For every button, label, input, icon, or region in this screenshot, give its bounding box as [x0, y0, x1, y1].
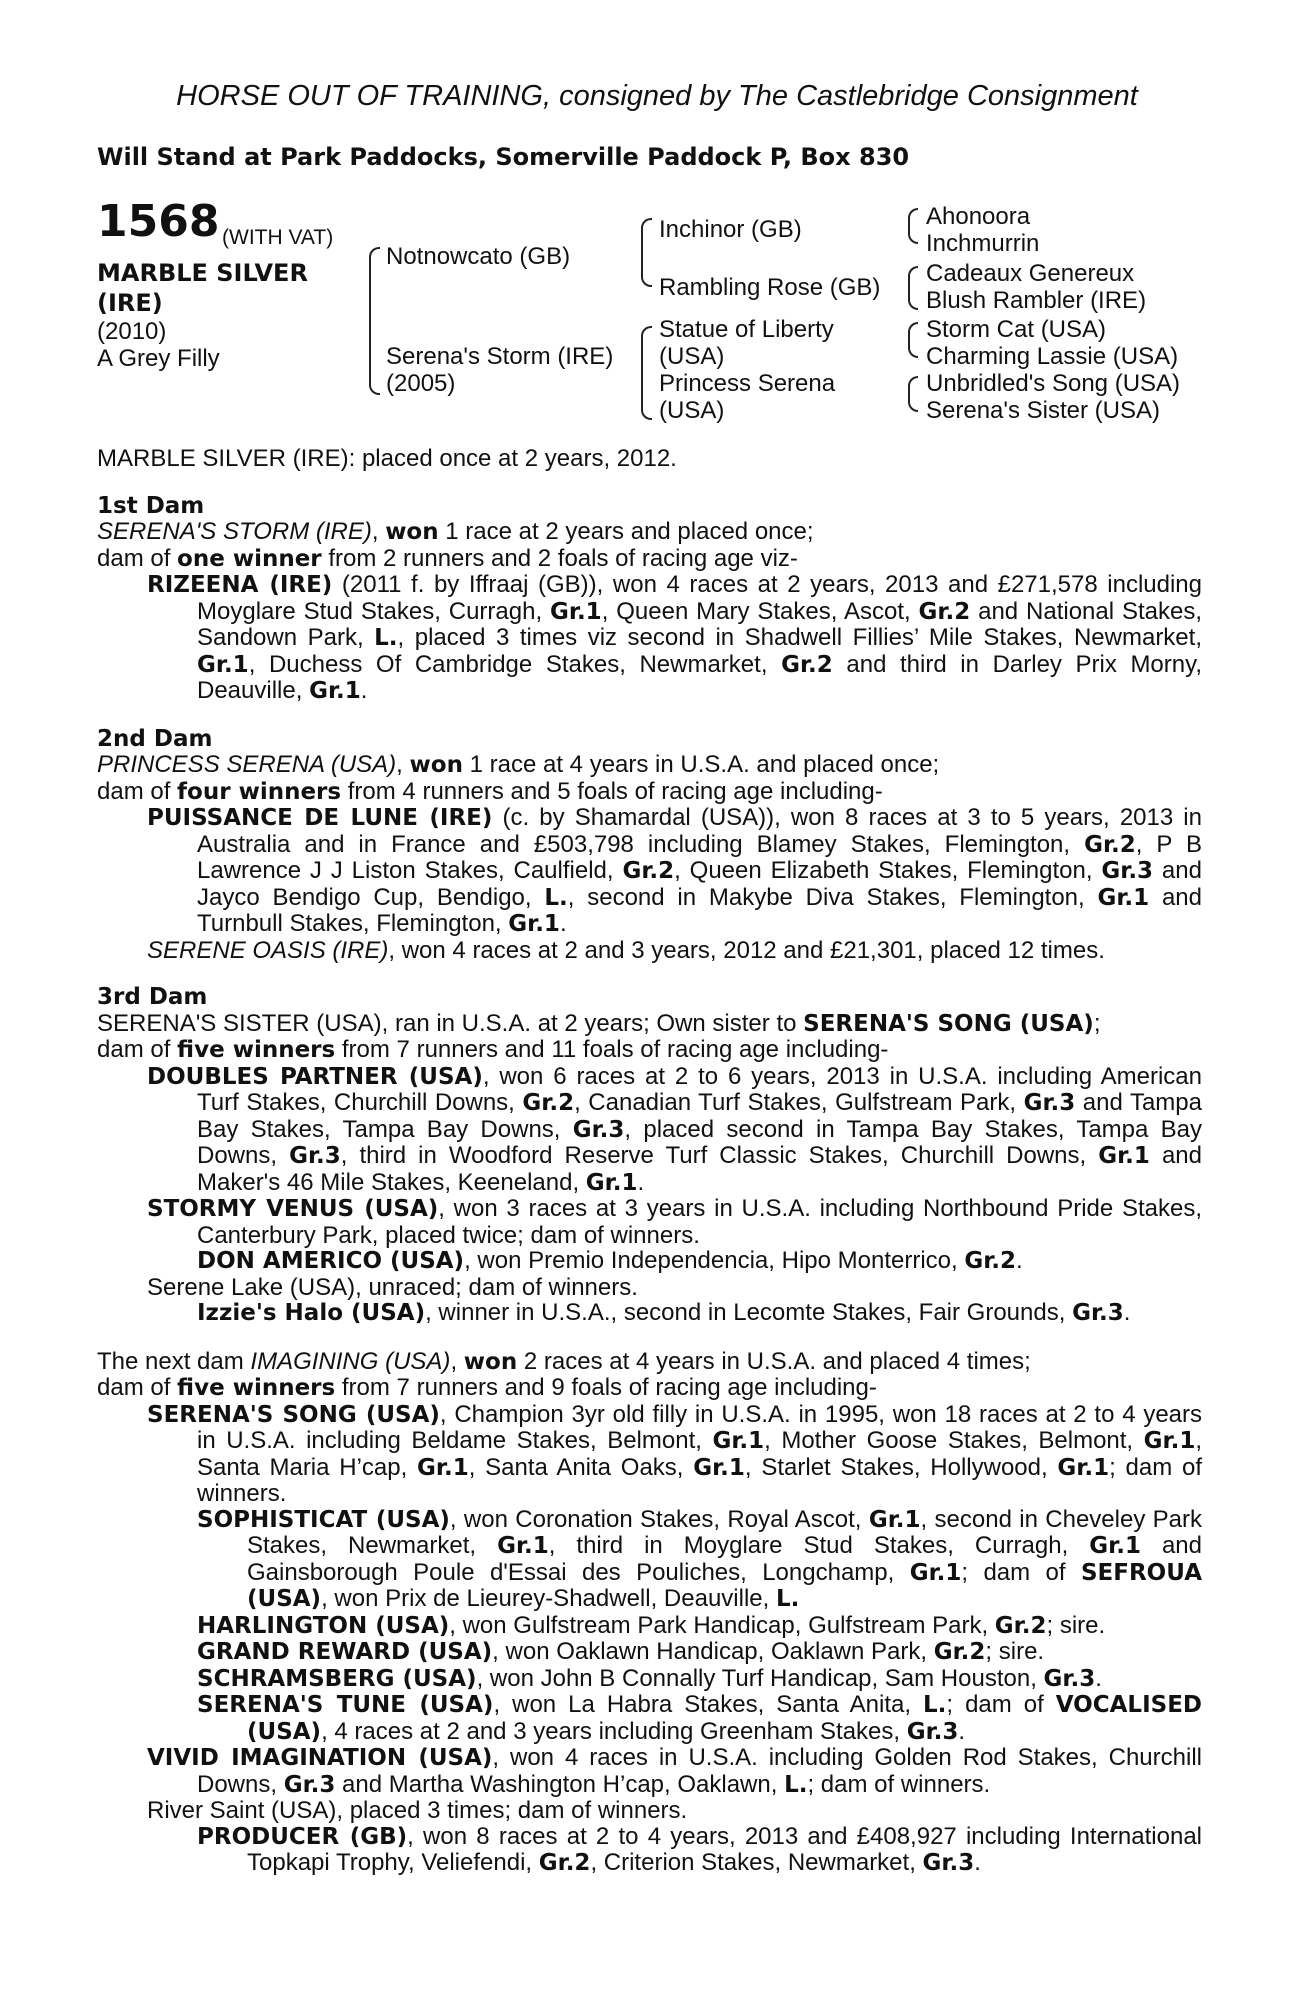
- page-header: HORSE OUT OF TRAINING, consigned by The Castlebridge Consignment: [176, 80, 1138, 112]
- pedigree-dam-line1: Serena's Storm (IRE): [386, 343, 614, 370]
- gp-bracket-1: [908, 208, 918, 244]
- pedigree-ss-dam: Inchmurrin: [926, 230, 1040, 257]
- progeny-serenas-song: SERENA'S SONG (USA), Champion 3yr old filly in U.S.A. in 1995, won 18 races at 2 to 4 years in U.S.A. including Beldame Stakes, Belmont, Gr.1, Mother Goose Stakes, Belmont, Gr.1, Santa Maria H’cap, Gr.1, Santa Anita Oaks, Gr.1, Starlet Stakes, Hollywood, Gr.1; dam of winners.: [147, 1400, 1203, 1507]
- progeny-doubles-partner: DOUBLES PARTNER (USA), won 6 races at 2 to 6 years, 2013 in U.S.A. including American Turf Stakes, Churchill Downs, Gr.2, Canadian Turf Stakes, Gulfstream Park, Gr.3 and Tampa Bay Stakes, Tampa Bay Downs, Gr.3, placed second in Tampa Bay Stakes, Tampa Bay Downs, Gr.3, third in Woodford Reserve Turf Classic Stakes, Churchill Downs, Gr.1 and Maker's 46 Mile Stakes, Keeneland, Gr.1.: [147, 1062, 1202, 1196]
- pedigree-sd-sire: Cadeaux Genereux: [926, 260, 1135, 287]
- progeny-harlington: HARLINGTON (USA), won Gulfstream Park Handicap, Gulfstream Park, Gr.2; sire.: [197, 1611, 1106, 1639]
- first-dam-line2: dam of one winner from 2 runners and 2 foals of racing age viz-: [97, 544, 798, 572]
- horse-description: A Grey Filly: [97, 345, 220, 372]
- stand-location: Will Stand at Park Paddocks, Somerville Paddock P, Box 830: [97, 143, 910, 171]
- sire-parents-bracket: [641, 218, 652, 287]
- second-dam-title: 2nd Dam: [97, 725, 213, 752]
- pedigree-dam-line2: (2005): [386, 370, 456, 397]
- catalogue-body: [97, 446, 1202, 1877]
- next-dam-line2: dam of five winners from 7 runners and 9 foals of racing age including-: [97, 1374, 877, 1401]
- progeny-serene-lake: Serene Lake (USA), unraced; dam of winners.: [147, 1273, 638, 1301]
- pedigree-ds-dam: Charming Lassie (USA): [926, 343, 1179, 370]
- pedigree-dd-sire: Unbridled's Song (USA): [926, 370, 1181, 397]
- gp-bracket-4: [908, 376, 918, 412]
- next-dam-line1: The next dam IMAGINING (USA), won 2 races at 4 years in U.S.A. and placed 4 times;: [97, 1347, 1031, 1375]
- pedigree-dam-dam-line2: (USA): [659, 397, 725, 424]
- progeny-sophisticat: SOPHISTICAT (USA), won Coronation Stakes, Royal Ascot, Gr.1, second in Cheveley Park Stakes, Newmarket, Gr.1, third in Moyglare Stud Stakes, Curragh, Gr.1 and Gainsborough Poule d'Essai des Pouliches, Longchamp, Gr.1; dam of SEFROUA (USA), won Prix de Lieurey-Shadwell, Deauville, L.: [197, 1505, 1203, 1612]
- progeny-rizeena: RIZEENA (IRE) (2011 f. by Iffraaj (GB)), won 4 races at 2 years, 2013 and £271,578 including Moyglare Stud Stakes, Curragh, Gr.1, Queen Mary Stakes, Ascot, Gr.2 and National Stakes, Sandown Park, L., placed 3 times viz second in Shadwell Fillies’ Mile Stakes, Newmarket, Gr.1, Duchess Of Cambridge Stakes, Newmarket, Gr.2 and third in Darley Prix Morny, Deauville, Gr.1.: [147, 571, 1203, 704]
- progeny-producer: PRODUCER (GB), won 8 races at 2 to 4 years, 2013 and £408,927 including International Topkapi Trophy, Veliefendi, Gr.2, Criterion Stakes, Newmarket, Gr.3.: [197, 1822, 1202, 1876]
- dam-parents-bracket: [641, 326, 652, 420]
- pedigree-ds-sire: Storm Cat (USA): [926, 316, 1107, 343]
- pedigree-dd-dam: Serena's Sister (USA): [926, 397, 1160, 424]
- first-dam-line1: SERENA'S STORM (IRE), won 1 race at 2 years and placed once;: [97, 518, 814, 545]
- progeny-grand-reward: GRAND REWARD (USA), won Oaklawn Handicap, Oaklawn Park, Gr.2; sire.: [197, 1638, 1045, 1665]
- progeny-serene-oasis: SERENE OASIS (IRE), won 4 races at 2 and 3 years, 2012 and £21,301, placed 12 times.: [147, 936, 1105, 964]
- gp-bracket-3: [908, 322, 918, 358]
- progeny-don-americo: DON AMERICO (USA), won Premio Independencia, Hipo Monterrico, Gr.2.: [197, 1247, 1023, 1274]
- progeny-izzies-halo: Izzie's Halo (USA), winner in U.S.A., second in Lecomte Stakes, Fair Grounds, Gr.3.: [197, 1299, 1131, 1326]
- horse-name-line1: MARBLE SILVER: [97, 259, 308, 287]
- race-summary: MARBLE SILVER (IRE): placed once at 2 years, 2012.: [97, 445, 677, 472]
- dam-name: SERENA'S STORM (IRE): [97, 518, 372, 545]
- lot-number: 1568: [97, 196, 220, 247]
- horse-name-line2: (IRE): [97, 289, 163, 317]
- progeny-schramsberg: SCHRAMSBERG (USA), won John B Connally Turf Handicap, Sam Houston, Gr.3.: [197, 1664, 1102, 1692]
- pedigree-dam-sire-line1: Statue of Liberty: [659, 316, 834, 343]
- sire-dam-bracket: [369, 247, 380, 395]
- pedigree-sd-dam: Blush Rambler (IRE): [926, 287, 1147, 314]
- progeny-puissance-de-lune: PUISSANCE DE LUNE (IRE) (c. by Shamardal (USA)), won 8 races at 3 to 5 years, 2013 in Australia and in France and £503,798 including Blamey Stakes, Flemington, Gr.2, P B Lawrence J J Liston Stakes, Caulfield, Gr.2, Queen Elizabeth Stakes, Flemington, Gr.3 and Jayco Bendigo Cup, Bendigo, L., second in Makybe Diva Stakes, Flemington, Gr.1 and Turnbull Stakes, Flemington, Gr.1.: [147, 804, 1203, 937]
- second-dam-line2: dam of four winners from 4 runners and 5 foals of racing age including-: [97, 777, 883, 805]
- third-dam-line2: dam of five winners from 7 runners and 11 foals of racing age including-: [97, 1036, 889, 1063]
- pedigree-dam-dam-line1: Princess Serena: [659, 370, 836, 397]
- pedigree-sire-dam: Rambling Rose (GB): [659, 274, 881, 301]
- progeny-serenas-tune: SERENA'S TUNE (USA), won La Habra Stakes, Santa Anita, L.; dam of VOCALISED (USA), 4 races at 2 and 3 years including Greenham Stakes, Gr.3.: [197, 1691, 1202, 1745]
- pedigree-sire-sire: Inchinor (GB): [659, 216, 802, 243]
- progeny-river-saint: River Saint (USA), placed 3 times; dam of winners.: [147, 1797, 688, 1824]
- gp-bracket-2: [908, 266, 918, 310]
- progeny-vivid-imagination: VIVID IMAGINATION (USA), won 4 races in U.S.A. including Golden Rod Stakes, Churchill Downs, Gr.3 and Martha Washington H’cap, Oaklawn, L.; dam of winners.: [147, 1744, 1202, 1798]
- progeny-stormy-venus: STORMY VENUS (USA), won 3 races at 3 years in U.S.A. including Northbound Pride Stakes, Canterbury Park, placed twice; dam of winners.: [147, 1195, 1203, 1249]
- horse-name: [97, 258, 357, 318]
- first-dam-title: 1st Dam: [97, 492, 205, 519]
- third-dam-title: 3rd Dam: [97, 984, 208, 1010]
- pedigree-sire: Notnowcato (GB): [386, 243, 571, 270]
- second-dam-line1: PRINCESS SERENA (USA), won 1 race at 4 years in U.S.A. and placed once;: [97, 751, 940, 778]
- horse-year: (2010): [97, 318, 167, 345]
- pedigree-ss-sire: Ahonoora: [926, 203, 1031, 230]
- lot-vat: (WITH VAT): [222, 226, 334, 249]
- third-dam-line1: SERENA'S SISTER (USA), ran in U.S.A. at 2 years; Own sister to SERENA'S SONG (USA);: [97, 1009, 1101, 1037]
- pedigree-dam-sire-line2: (USA): [659, 343, 725, 370]
